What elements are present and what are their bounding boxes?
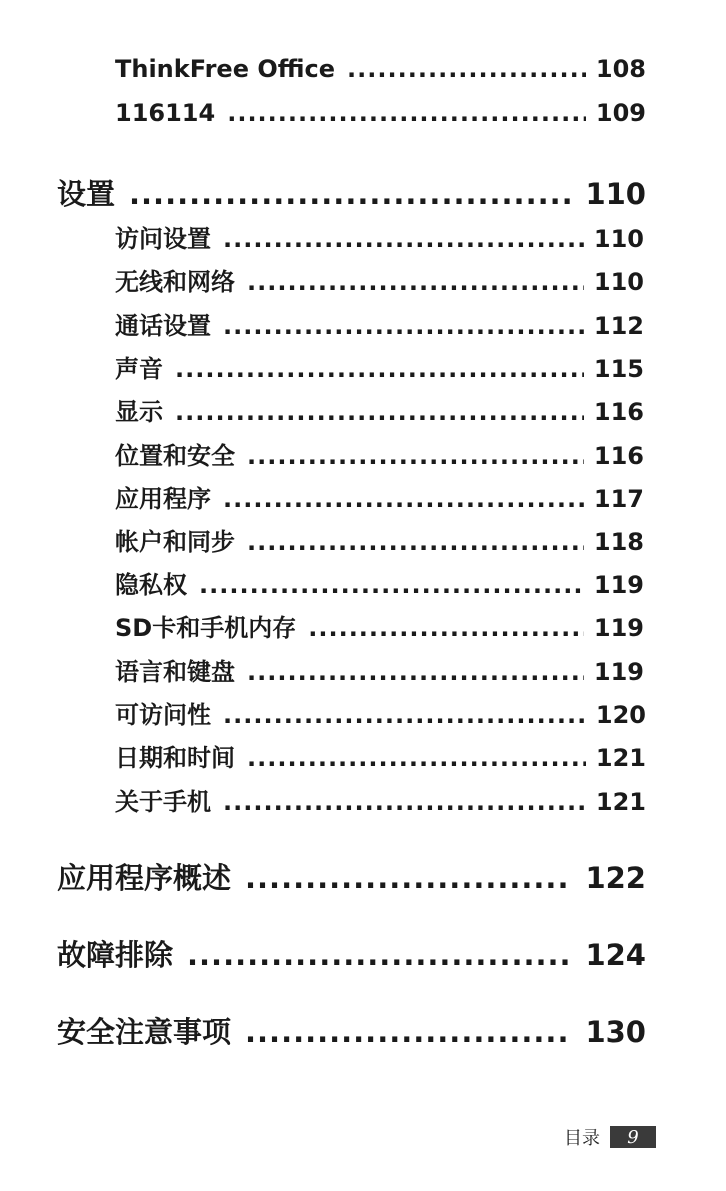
- dot-leader: [223, 312, 584, 340]
- toc-entry-label: 116114: [115, 99, 216, 127]
- toc-entry-page: 109: [595, 99, 646, 127]
- toc-entry-page: 117: [593, 485, 644, 513]
- toc-entry-wireless-network[interactable]: [115, 262, 644, 297]
- page-footer: [564, 1124, 656, 1150]
- toc-entry-page: 120: [595, 701, 646, 729]
- toc-entry-page: 119: [593, 571, 644, 599]
- toc-entry-applications[interactable]: [115, 479, 644, 514]
- toc-entry-display[interactable]: [115, 392, 644, 427]
- toc-entry-page: 108: [595, 55, 646, 83]
- toc-entry-page: 112: [593, 312, 644, 340]
- dot-leader: [247, 658, 584, 686]
- toc-section-label: 故障排除: [57, 938, 174, 972]
- toc-entry-page: 118: [593, 528, 644, 556]
- toc-entry-about-phone[interactable]: [115, 782, 646, 817]
- dot-leader: [199, 571, 584, 599]
- toc-entry-call-settings[interactable]: [115, 306, 644, 341]
- dot-leader: [223, 788, 586, 816]
- toc-entry-accessibility[interactable]: [115, 695, 646, 730]
- toc-entry-page: 110: [593, 268, 644, 296]
- dot-leader: [227, 99, 586, 127]
- dot-leader: [223, 485, 584, 513]
- dot-leader: [247, 744, 586, 772]
- toc-section-safety-precautions[interactable]: [57, 1010, 646, 1051]
- toc-entry-date-time[interactable]: [115, 738, 646, 773]
- toc-section-page: 124: [585, 938, 646, 972]
- toc-section-app-overview[interactable]: [57, 856, 646, 897]
- dot-leader: [247, 528, 584, 556]
- toc-entry-thinkfree-office[interactable]: [115, 55, 646, 83]
- toc-entry-page: 116: [593, 442, 644, 470]
- toc-entry-label: 通话设置: [115, 312, 211, 340]
- toc-entry-accounts-sync[interactable]: [115, 522, 644, 557]
- dot-leader: [247, 268, 584, 296]
- dot-leader: [245, 861, 571, 895]
- dot-leader: [175, 398, 584, 426]
- toc-section-label: 安全注意事项: [57, 1015, 232, 1049]
- dot-leader: [175, 355, 584, 383]
- toc-entry-sound[interactable]: [115, 349, 644, 384]
- dot-leader: [223, 225, 584, 253]
- toc-section-page: 122: [585, 861, 646, 895]
- toc-entry-page: 119: [593, 614, 644, 642]
- toc-entry-label: 位置和安全: [115, 442, 235, 470]
- toc-entry-page: 116: [593, 398, 644, 426]
- toc-section-label: 应用程序概述: [57, 861, 232, 895]
- toc-entry-page: 119: [593, 658, 644, 686]
- footer-page-number: 9: [610, 1126, 656, 1148]
- toc-entry-label: ThinkFree Office: [115, 55, 336, 83]
- toc-entry-sd-card-storage[interactable]: [115, 608, 644, 643]
- toc-entry-label: SD卡和手机内存: [115, 614, 297, 642]
- footer-section-label: 目录: [564, 1128, 600, 1149]
- toc-section-label: 设置: [57, 177, 116, 211]
- toc-entry-page: 115: [593, 355, 644, 383]
- dot-leader: [347, 55, 586, 83]
- toc-entry-page: 121: [595, 744, 646, 772]
- toc-entry-label: 语言和键盘: [115, 658, 235, 686]
- toc-entry-label: 隐私权: [115, 571, 187, 599]
- toc-section-settings[interactable]: [57, 172, 646, 213]
- toc-entry-page: 121: [595, 788, 646, 816]
- toc-entry-label: 可访问性: [115, 701, 211, 729]
- toc-entry-label: 关于手机: [115, 788, 211, 816]
- toc-entry-label: 无线和网络: [115, 268, 235, 296]
- toc-entry-privacy[interactable]: [115, 565, 644, 600]
- toc-entry-116114[interactable]: [115, 99, 646, 127]
- toc-entry-label: 帐户和同步: [115, 528, 235, 556]
- toc-entry-label: 访问设置: [115, 225, 211, 253]
- dot-leader: [129, 177, 571, 211]
- toc-entry-access-settings[interactable]: [115, 219, 644, 254]
- toc-entry-language-keyboard[interactable]: [115, 652, 644, 687]
- dot-leader: [308, 614, 584, 642]
- toc-entry-label: 日期和时间: [115, 744, 235, 772]
- toc-entry-label: 显示: [115, 398, 163, 426]
- dot-leader: [245, 1015, 571, 1049]
- toc-section-page: 130: [585, 1015, 646, 1049]
- toc-entry-page: 110: [593, 225, 644, 253]
- dot-leader: [247, 442, 584, 470]
- toc-section-troubleshooting[interactable]: [57, 933, 646, 974]
- toc-entry-label: 声音: [115, 355, 163, 383]
- toc-entry-label: 应用程序: [115, 485, 211, 513]
- dot-leader: [187, 938, 571, 972]
- toc-section-page: 110: [585, 177, 646, 211]
- toc-entry-location-security[interactable]: [115, 436, 644, 471]
- dot-leader: [223, 701, 586, 729]
